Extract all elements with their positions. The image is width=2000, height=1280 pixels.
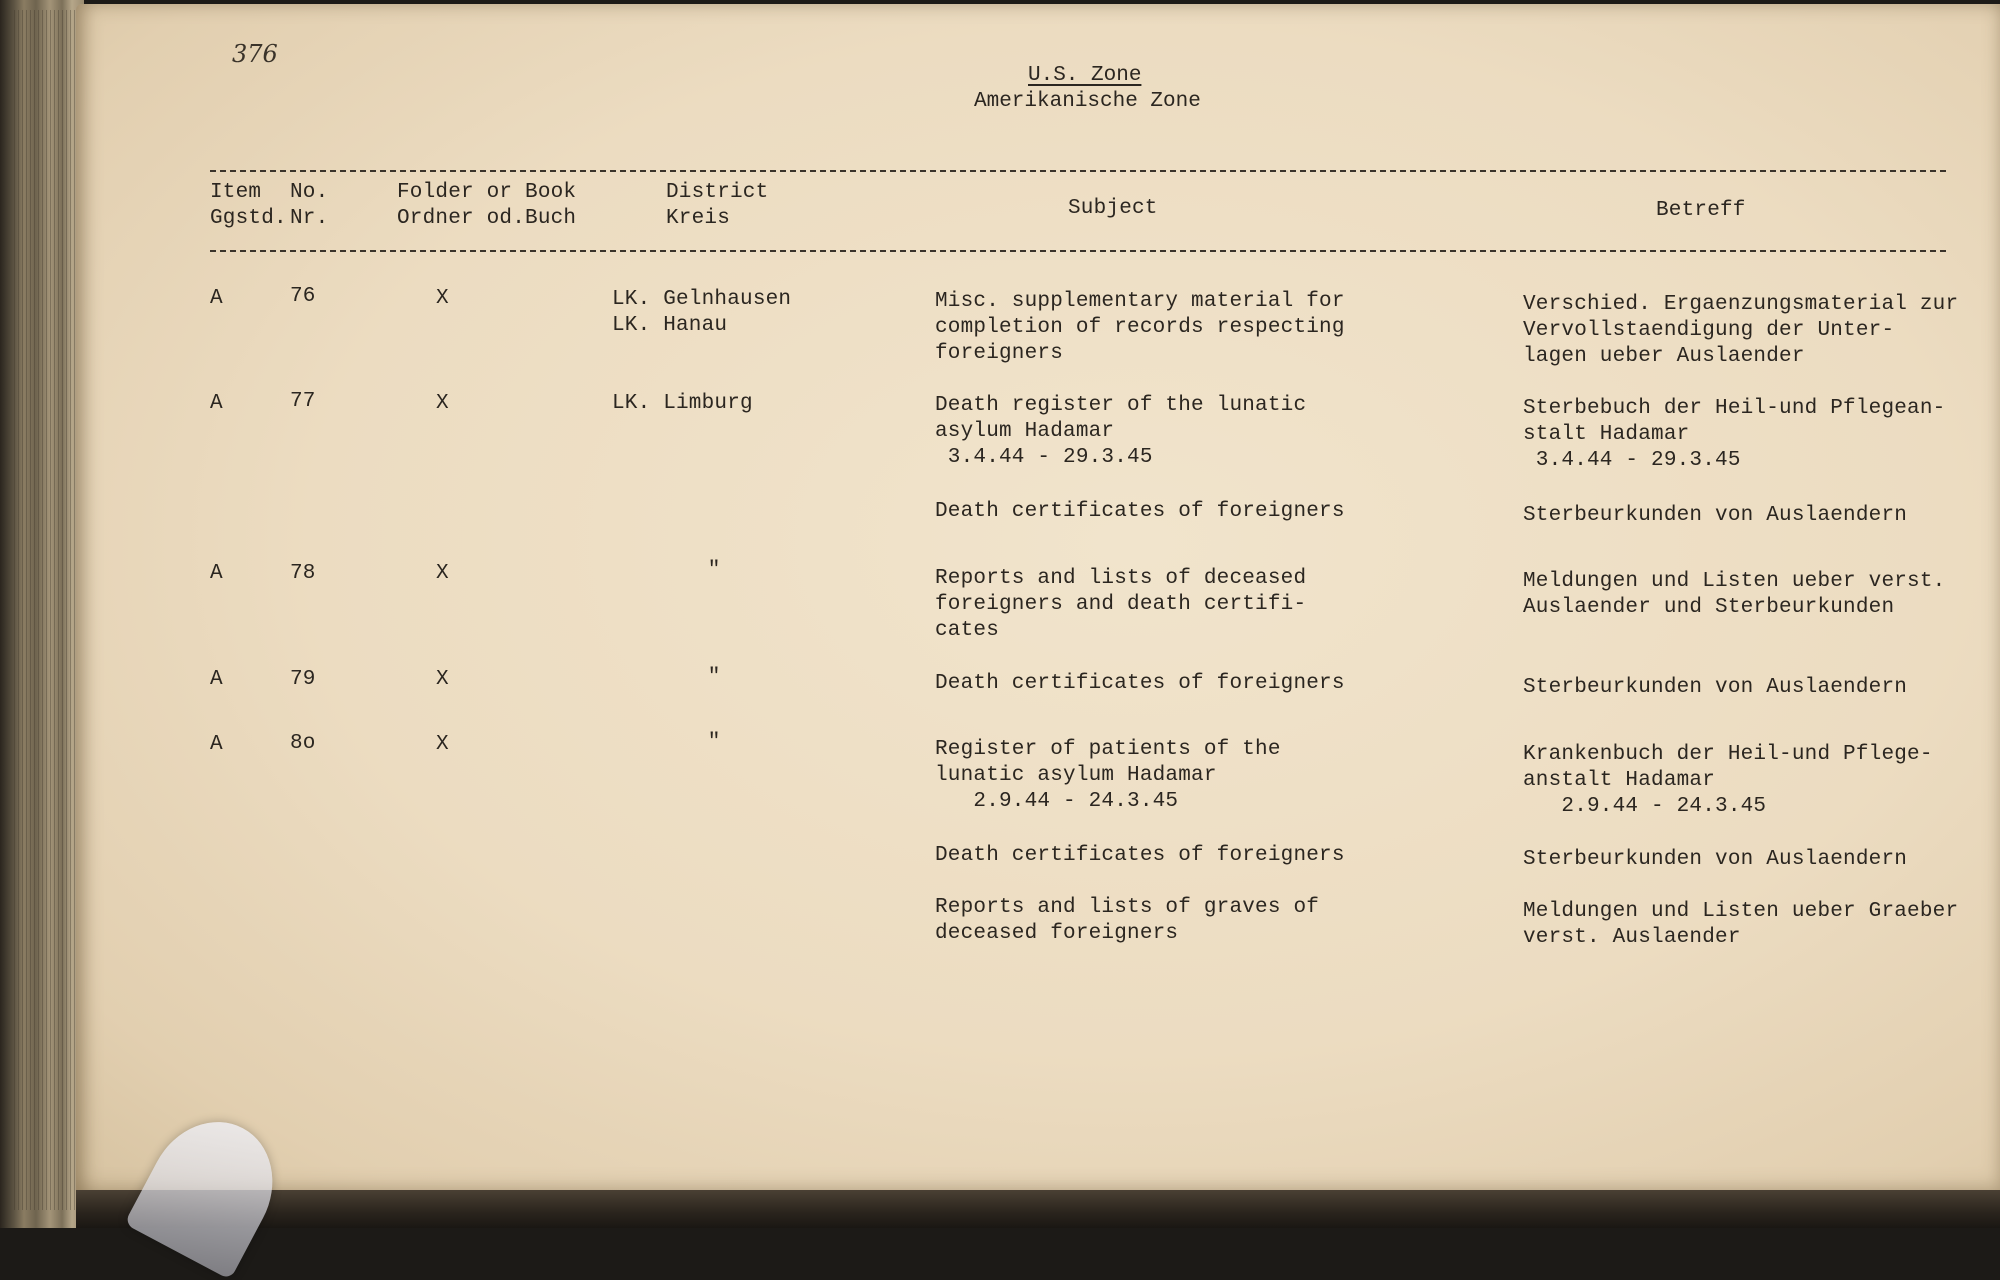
row-item: A xyxy=(210,668,223,691)
row-subject: Death certificates of foreigners xyxy=(935,672,1345,695)
row-betreff: Verschied. Ergaenzungsmaterial zur Vervollstaendigung der Unter- lagen ueber Auslaender xyxy=(1523,293,1959,368)
row-district-ditto: " xyxy=(707,666,721,689)
row-folder: X xyxy=(436,733,449,756)
header-folder: Folder or Book Ordner od.Buch xyxy=(397,181,577,230)
zone-subtitle: Amerikanische Zone xyxy=(974,90,1201,113)
page-bottom-shadow xyxy=(76,1190,2000,1228)
row-subject-continued: Death certificates of foreigners xyxy=(935,844,1345,867)
zone-title: U.S. Zone xyxy=(1028,64,1142,87)
row-number: 77 xyxy=(290,390,316,413)
header-top-rule xyxy=(210,170,1946,172)
row-betreff: Krankenbuch der Heil-und Pflege- anstalt Hadamar 2.9.44 - 24.3.45 xyxy=(1523,743,1933,818)
row-district-ditto: " xyxy=(707,731,721,754)
row-district: LK. Gelnhausen LK. Hanau xyxy=(612,288,792,337)
row-item: A xyxy=(210,392,223,415)
row-district-ditto: " xyxy=(707,559,721,582)
row-subject: Death register of the lunatic asylum Hadamar 3.4.44 - 29.3.45 xyxy=(935,394,1307,469)
row-subject: Register of patients of the lunatic asylum Hadamar 2.9.44 - 24.3.45 xyxy=(935,738,1281,813)
header-district: District Kreis xyxy=(666,181,769,230)
row-number: 8o xyxy=(290,732,316,755)
header-bottom-rule xyxy=(210,250,1946,252)
row-number: 79 xyxy=(290,668,316,691)
row-betreff: Meldungen und Listen ueber verst. Auslaender und Sterbeurkunden xyxy=(1523,570,1946,619)
row-number: 78 xyxy=(290,562,316,585)
row-subject-continued: Death certificates of foreigners xyxy=(935,500,1345,523)
header-subject: Subject xyxy=(1068,197,1158,220)
row-betreff-continued: Sterbeurkunden von Auslaendern xyxy=(1523,848,1908,871)
header-betreff: Betreff xyxy=(1656,199,1746,222)
row-betreff: Sterbebuch der Heil-und Pflegean- stalt Hadamar 3.4.44 - 29.3.45 xyxy=(1523,397,1946,472)
page-number: 376 xyxy=(232,40,278,68)
book-edge xyxy=(0,0,84,1228)
row-subject: Reports and lists of deceased foreigners and death certifi- cates xyxy=(935,567,1307,642)
row-betreff-continued: Meldungen und Listen ueber Graeber verst. Auslaender xyxy=(1523,900,1959,949)
row-district: LK. Limburg xyxy=(612,392,753,415)
row-subject-continued: Reports and lists of graves of deceased foreigners xyxy=(935,896,1320,945)
row-item: A xyxy=(210,562,223,585)
row-number: 76 xyxy=(290,285,316,308)
row-betreff: Sterbeurkunden von Auslaendern xyxy=(1523,676,1908,699)
row-folder: X xyxy=(436,562,449,585)
row-folder: X xyxy=(436,392,449,415)
row-subject: Misc. supplementary material for completion of records respecting foreigners xyxy=(935,290,1345,365)
header-no: No. Nr. xyxy=(290,181,329,230)
row-betreff-continued: Sterbeurkunden von Auslaendern xyxy=(1523,504,1908,527)
row-folder: X xyxy=(436,668,449,691)
page-edges xyxy=(14,10,80,1210)
row-item: A xyxy=(210,733,223,756)
row-folder: X xyxy=(436,287,449,310)
header-item: Item Ggstd. xyxy=(210,181,287,230)
row-item: A xyxy=(210,287,223,310)
